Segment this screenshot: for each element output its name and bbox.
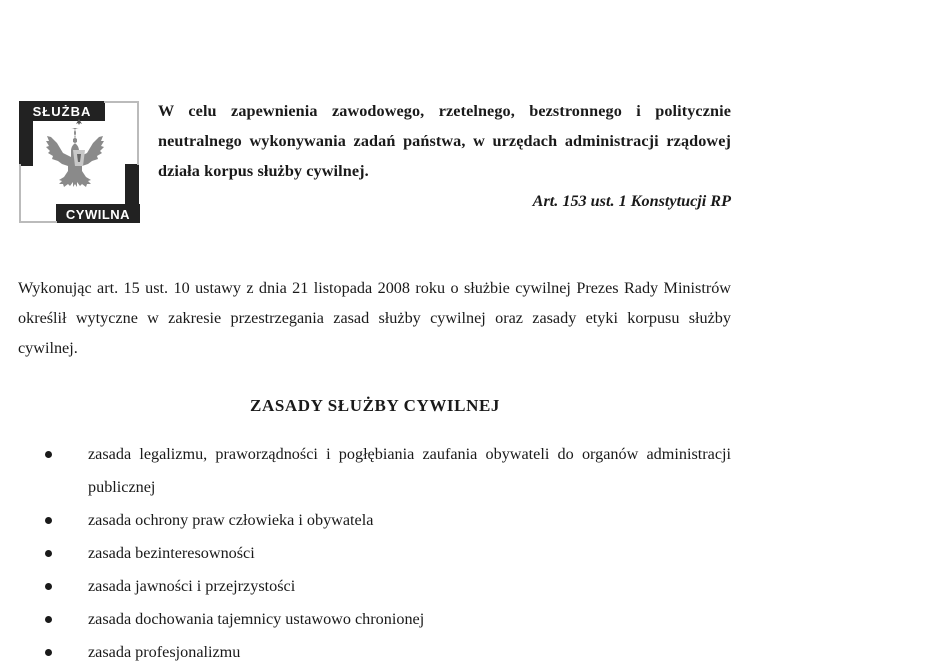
intro-paragraph: Wykonując art. 15 ust. 10 ustawy z dnia 21 listopada 2008 roku o służbie cywilnej Prezes Rady Ministrów określił wytyczne w zakresie przestrzegania zasad służby cywilnej oraz zasady etyki korpusu służby cywilnej.: [18, 279, 731, 357]
logo-top-text: SŁUŻBA: [32, 104, 92, 119]
principles-heading: ZASADY SŁUŻBY CYWILNEJ: [250, 396, 500, 415]
list-item: [0, 537, 731, 570]
bullet-icon: [45, 649, 52, 656]
bullet-icon: [45, 451, 52, 458]
principle-text: zasada jawności i przejrzystości: [88, 577, 296, 595]
principle-text: zasada bezinteresowności: [88, 544, 255, 562]
bullet-icon: [45, 616, 52, 623]
list-item: [0, 570, 731, 603]
eagle-emblem-icon: [16, 98, 142, 226]
principle-text: zasada legalizmu, praworządności i pogłębiania zaufania obywateli do organów administracji publicznej: [88, 445, 731, 496]
list-item: [0, 438, 731, 504]
bullet-icon: [45, 583, 52, 590]
logo-bottom-text: CYWILNA: [65, 207, 131, 222]
bullet-icon: [45, 550, 52, 557]
civil-service-logo: [16, 98, 142, 226]
quote-citation: Art. 153 ust. 1 Konstytucji RP: [532, 192, 731, 210]
list-item: [0, 636, 731, 669]
list-item: [0, 504, 731, 537]
list-item: [0, 603, 731, 636]
bullet-icon: [45, 517, 52, 524]
principle-text: zasada dochowania tajemnicy ustawowo chronionej: [88, 610, 425, 628]
principle-text: zasada profesjonalizmu: [88, 643, 241, 661]
constitution-quote: W celu zapewnienia zawodowego, rzetelnego, bezstronnego i politycznie neutralnego wykonywania zadań państwa, w urzędach administracji rządowej działa korpus służby cywilnej.: [158, 102, 731, 180]
principle-text: zasada ochrony praw człowieka i obywatela: [88, 511, 374, 529]
principles-list: [0, 438, 731, 669]
